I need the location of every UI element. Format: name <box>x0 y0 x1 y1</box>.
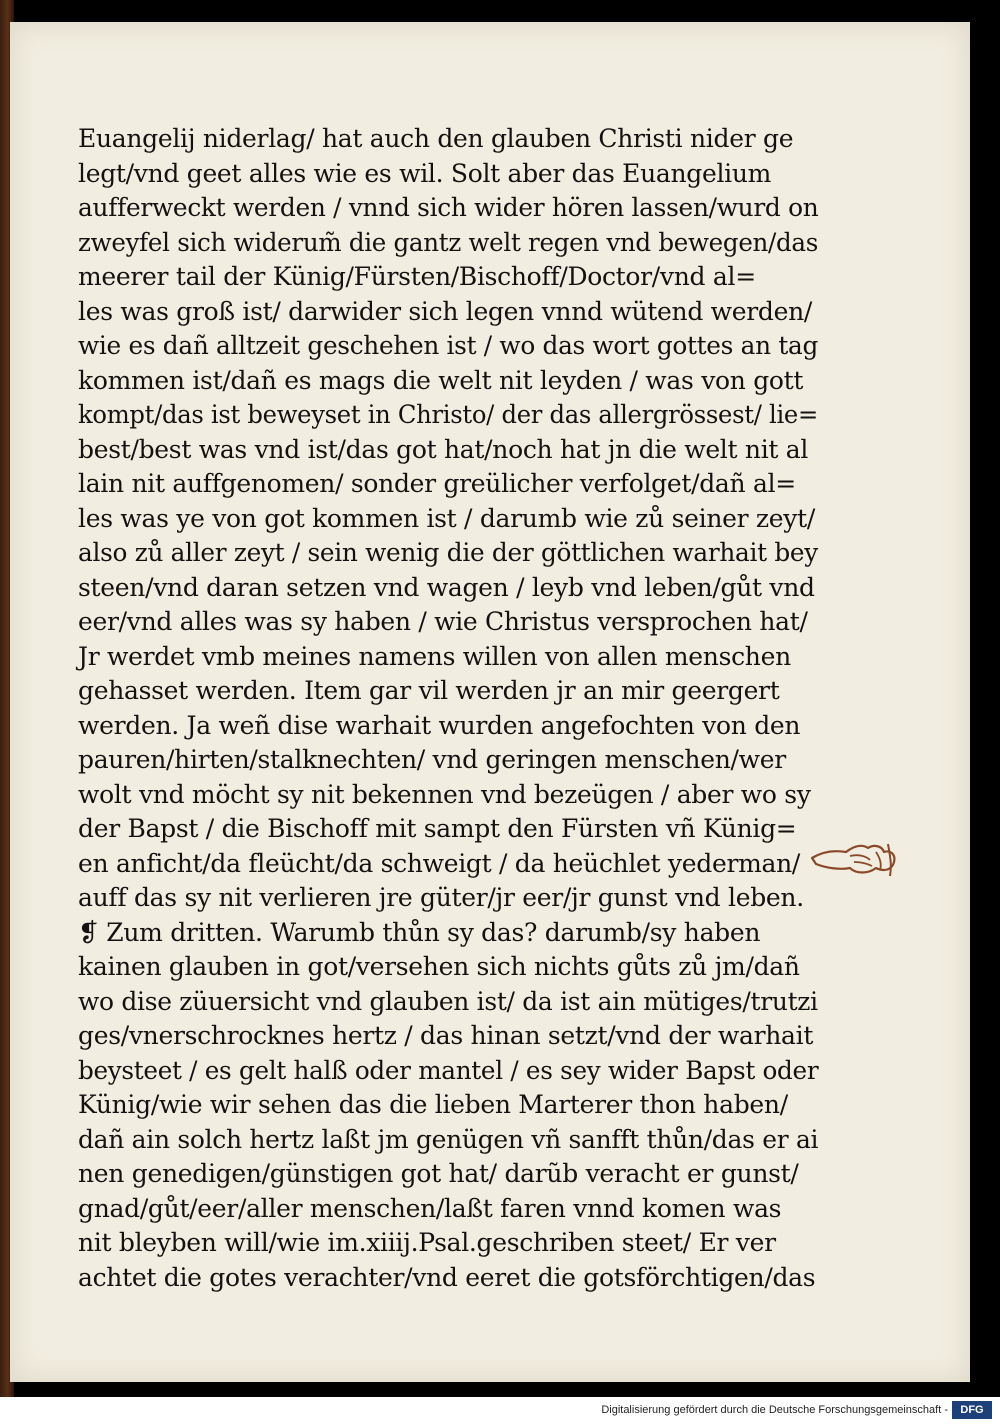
text-line: eer/vnd alles was sy haben / wie Christus versprochen hat/ <box>78 607 808 636</box>
text-line: en anficht/da fleücht/da schweigt / da heüchlet yederman/ <box>78 848 801 878</box>
text-line: wolt vnd möcht sy nit bekennen vnd bezeügen / aber wo sy <box>78 779 811 809</box>
text-line: kompt/das ist beweyset in Christo/ der das allergrössest/ lie= <box>78 400 818 429</box>
text-line: der Bapst / die Bischoff mit sampt den Fürsten vñ Künig= <box>78 814 797 843</box>
text-line: dañ ain solch hertz laßt jm genügen vñ sanfft thůn/das er ai <box>78 1124 819 1154</box>
dfg-logo: DFG <box>952 1401 992 1419</box>
text-line: Künig/wie wir sehen das die lieben Marterer thon haben/ <box>78 1090 788 1119</box>
manicule-pointing-hand-icon <box>810 832 900 882</box>
text-line: auff das sy nit verlieren jre güter/jr eer/jr gunst vnd leben. <box>78 883 804 912</box>
paper-page <box>10 22 970 1382</box>
text-line: meerer tail der Künig/Fürsten/Bischoff/Doctor/vnd al= <box>78 262 756 291</box>
text-line: wo dise züuersicht vnd glauben ist/ da ist ain mütiges/trutzi <box>78 986 818 1016</box>
text-line: ges/vnerschrocknes hertz / das hinan setzt/vnd der warhait <box>78 1021 814 1050</box>
text-line: kainen glauben in got/versehen sich nichts gůts zů jm/dañ <box>78 952 800 981</box>
text-line: gnad/gůt/eer/aller menschen/laßt faren vnnd komen was <box>78 1193 782 1223</box>
text-line: Euangelij niderlag/ hat auch den glauben Christi nider ge <box>78 124 794 153</box>
text-line: legt/vnd geet alles wie es wil. Solt aber das Euangelium <box>78 158 772 188</box>
text-line: Jr werdet vmb meines namens willen von allen menschen <box>78 641 791 671</box>
text-line: beysteet / es gelt halß oder mantel / es sey wider Bapst oder <box>78 1055 819 1085</box>
text-line: steen/vnd daran setzen vnd wagen / leyb vnd leben/gůt vnd <box>78 572 815 602</box>
text-line: pauren/hirten/stalknechten/ vnd geringen menschen/wer <box>78 745 786 774</box>
text-line: nit bleyben will/wie im.xiiij.Psal.geschriben steet/ Er ver <box>78 1228 776 1257</box>
text-line: les was ye von got kommen ist / darumb wie zů seiner zeyt/ <box>78 503 815 533</box>
text-line: ❡ Zum dritten. Warumb thůn sy das? darumb/sy haben <box>78 917 761 947</box>
funding-credit: Digitalisierung gefördert durch die Deutsche Forschungsgemeinschaft - <box>601 1404 948 1416</box>
text-line: also zů aller zeyt / sein wenig die der göttlichen warhait bey <box>78 538 818 567</box>
text-block <box>78 122 818 1295</box>
text-line: nen genedigen/günstigen got hat/ darũb veracht er gunst/ <box>78 1159 799 1188</box>
text-line: wie es dañ alltzeit geschehen ist / wo das wort gottes an tag <box>78 331 819 360</box>
text-line: gehasset werden. Item gar vil werden jr an mir geergert <box>78 676 780 705</box>
text-line: lain nit auffgenomen/ sonder greülicher verfolget/dañ al= <box>78 469 796 498</box>
text-line: aufferweckt werden / vnnd sich wider hören lassen/wurd on <box>78 193 819 222</box>
text-line: best/best was vnd ist/das got hat/noch hat jn die welt nit al <box>78 434 809 464</box>
text-line: kommen ist/dañ es mags die welt nit leyden / was von gott <box>78 365 804 395</box>
text-line: achtet die gotes verachter/vnd eeret die gotsförchtigen/das <box>78 1262 816 1292</box>
text-line: les was groß ist/ darwider sich legen vnnd wütend werden/ <box>78 296 813 326</box>
text-line: werden. Ja weñ dise warhait wurden angefochten von den <box>78 710 801 740</box>
text-line: zweyfel sich widerum̃ die gantz welt regen vnd bewegen/das <box>78 227 819 257</box>
